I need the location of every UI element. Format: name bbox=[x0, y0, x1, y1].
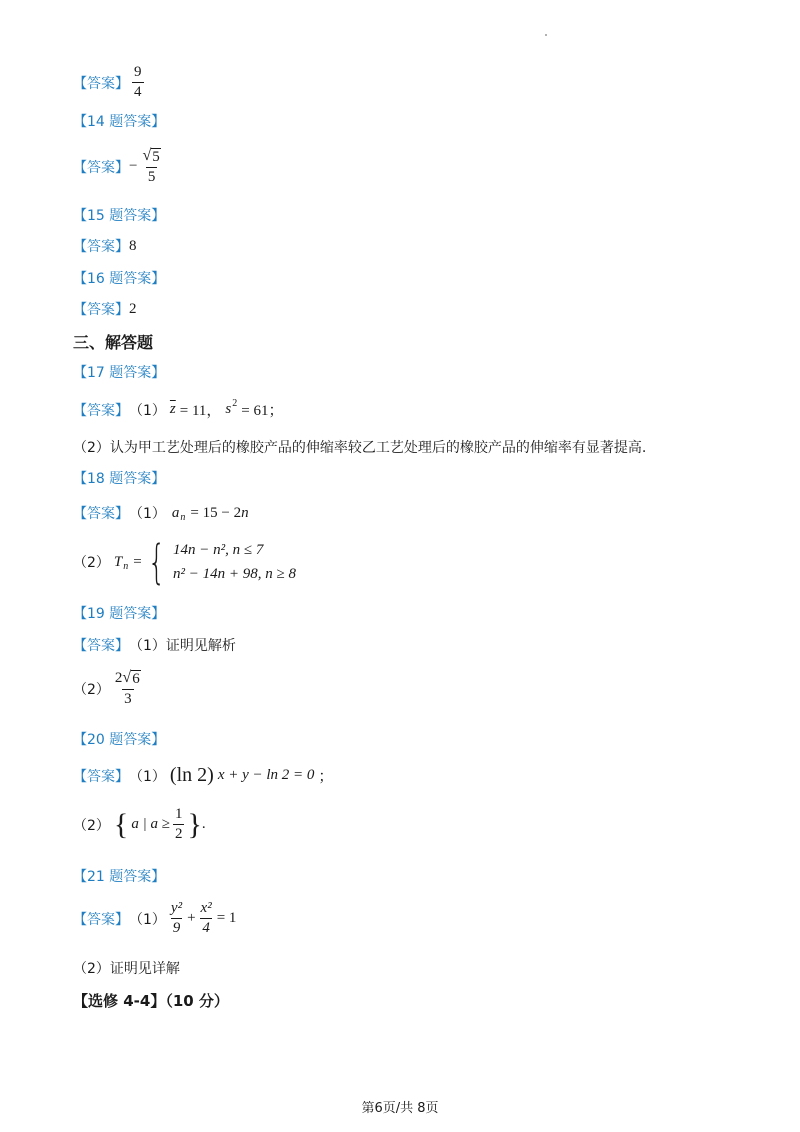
q21-fraction-x: $\frac{\text{x²}}{4}$ bbox=[200, 900, 212, 937]
answer-label: 【答案】 bbox=[73, 402, 129, 419]
sqrt-symbol: √ 6 bbox=[122, 669, 140, 687]
q14-minus: − bbox=[129, 158, 138, 175]
page-footer: 第6页/共 8页 bbox=[361, 1101, 439, 1116]
left-brace: { bbox=[113, 807, 129, 841]
answer-label: 【答案】 bbox=[73, 302, 129, 318]
q18-header: 【18 题答案】 bbox=[73, 471, 166, 487]
answer-label: 【答案】 bbox=[73, 239, 129, 255]
q20-fraction: $\frac{1}{2}$ bbox=[174, 806, 183, 843]
q19-header: 【19 题答案】 bbox=[73, 606, 166, 622]
q13-answer bbox=[73, 64, 147, 102]
q18-answer-2: （2） T n = { 14n − n², n ≤ 7 n² − 14n + 98, n ≥ 8 bbox=[73, 535, 296, 589]
q20-header: 【20 题答案】 bbox=[73, 732, 166, 748]
answer-label: 【答案】 bbox=[73, 911, 129, 928]
q18-answer-1: 【答案】 （1） a n = 15 − 2 n bbox=[73, 504, 249, 523]
q17-answer-1: 【答案】 （1） $\overline{z}$ = 11， s 2 = 61； bbox=[73, 398, 284, 419]
q14-answer bbox=[73, 148, 166, 186]
q19-answer-2: （2） 2 √ 6 3 bbox=[73, 670, 146, 708]
answer-label: 【答案】 bbox=[73, 638, 129, 654]
q17-header: 【17 题答案】 bbox=[73, 365, 166, 381]
right-brace: } bbox=[187, 807, 202, 841]
scan-speck bbox=[545, 34, 547, 36]
left-brace: { bbox=[147, 535, 166, 589]
q16-header: 【16 题答案】 bbox=[73, 271, 166, 287]
q21-fraction-y: $\frac{\text{y²}}{9}$ bbox=[170, 900, 183, 937]
q14-fraction: √ 5 5 bbox=[142, 147, 160, 185]
q14-header: 【14 题答案】 bbox=[73, 114, 166, 130]
q16-answer bbox=[73, 299, 137, 319]
q21-answer-1: 【答案】 （1） $\frac{\text{y²}}{9}$ + $\frac{\text{x²}}{4}$ = 1 bbox=[73, 900, 237, 937]
answer-label: 【答案】 bbox=[73, 159, 129, 176]
piecewise-cases bbox=[173, 538, 296, 586]
z-bar: $\overline{z}$ bbox=[169, 401, 176, 417]
q15-header: 【15 题答案】 bbox=[73, 208, 166, 224]
q21-answer-2: （2）证明见详解 bbox=[73, 961, 180, 977]
case-row: n² − 14n + 98, n ≥ 8 bbox=[173, 566, 296, 582]
q19-answer-1: 【答案】 （1）证明见解析 bbox=[73, 635, 236, 655]
q19-fraction: 2 √ 6 3 bbox=[114, 669, 140, 707]
q21-header: 【21 题答案】 bbox=[73, 869, 166, 885]
answer-label: 【答案】 bbox=[73, 768, 129, 785]
q20-answer-2: （2） { a | a ≥ $\frac{1}{2}$ } . bbox=[73, 806, 206, 843]
answer-label: 【答案】 bbox=[73, 506, 129, 522]
elective-heading: 【选修 4-4】（10 分） bbox=[73, 992, 229, 1010]
q16-value: 2 bbox=[129, 300, 137, 317]
sqrt-symbol: √ 5 bbox=[142, 147, 160, 165]
q15-answer bbox=[73, 236, 137, 256]
section-title: 三、解答题 bbox=[73, 333, 154, 352]
q13-fraction: $\frac{9}{4}$ bbox=[134, 64, 142, 101]
answer-label: 【答案】 bbox=[73, 75, 129, 92]
case-row: 14n − n², n ≤ 7 bbox=[173, 542, 264, 558]
q17-answer-2: （2）认为甲工艺处理后的橡胶产品的伸缩率较乙工艺处理后的橡胶产品的伸缩率有显著提高. bbox=[73, 440, 647, 456]
q15-value: 8 bbox=[129, 237, 137, 254]
q20-answer-1: 【答案】 （1） (ln 2) x + y − ln 2 = 0 ； bbox=[73, 764, 334, 786]
